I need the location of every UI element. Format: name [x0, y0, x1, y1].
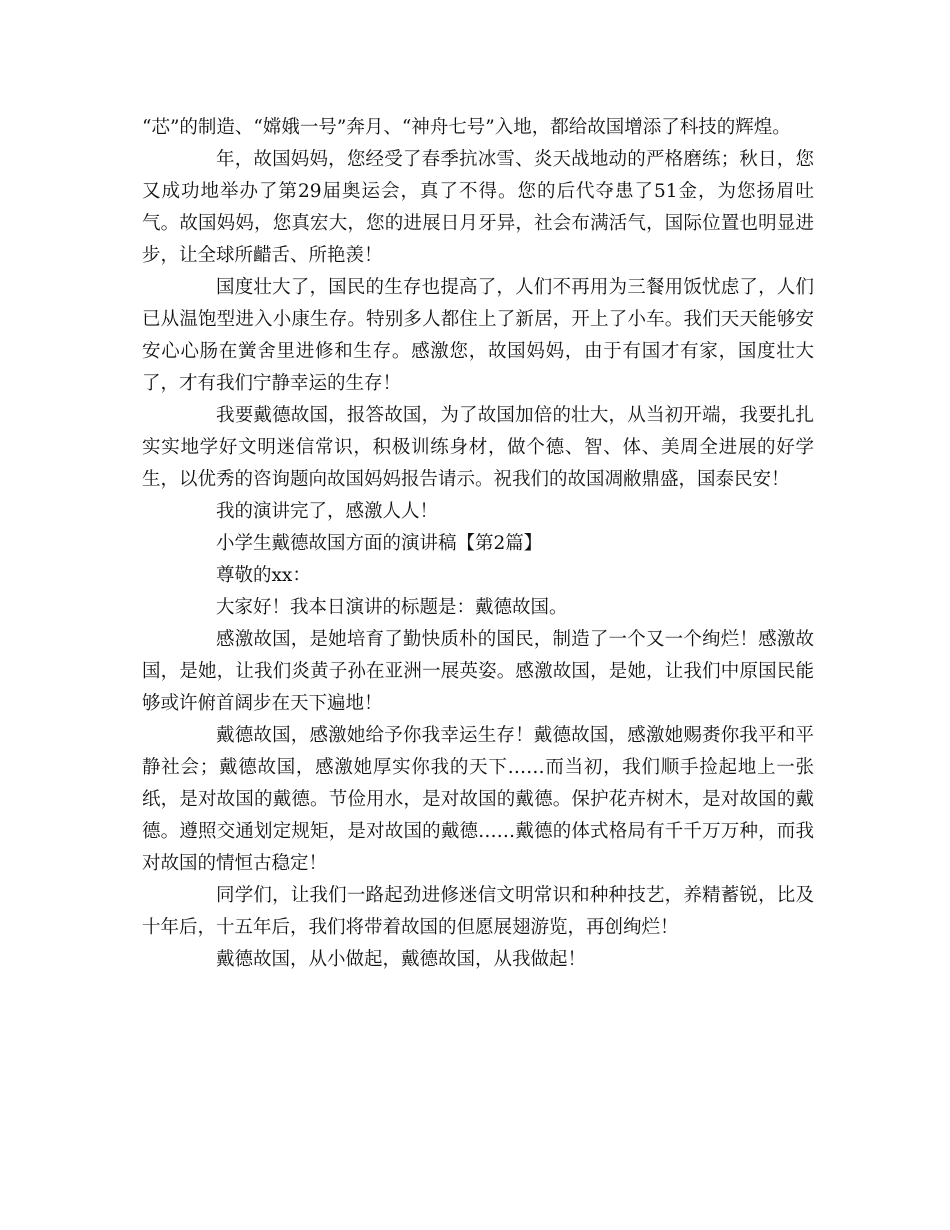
paragraph: 戴德故国，从小做起，戴德故国，从我做起！: [216, 949, 587, 970]
document-page: [142, 112, 814, 976]
salutation: 尊敬的xx：: [216, 565, 311, 586]
paragraph: 戴德故国，感激她给予你我幸运生存！戴德故国，感激她赐赉你我平和平静社会；戴德故国，感激她厚实你我的天下……而当初，我们顺手捡起地上一张纸，是对故国的戴德。节俭用水，是对故国的戴德。保护花卉树木，是对故国的戴德。遵照交通划定规矩，是对故国的戴德……戴德的体式格局有千千万万种，而我对故国的情恒古稳定！: [142, 725, 814, 874]
paragraph: 国度壮大了，国民的生存也提高了，人们不再用为三餐用饭忧虑了，人们已从温饱型进入小康生存。特别多人都住上了新居，开上了小车。我们天天能够安安心心肠在黉舍里进修和生存。感激您，故国妈妈，由于有国才有家，国度壮大了，才有我们宁静幸运的生存！: [142, 277, 814, 394]
paragraph: 我的演讲完了，感激人人！: [216, 501, 439, 522]
paragraph-continuation: “芯”的制造、“嫦娥一号”奔月、“神舟七号”入地，都给故国增添了科技的辉煌。: [142, 117, 791, 138]
section-title: 小学生戴德故国方面的演讲稿【第2篇】: [216, 533, 543, 554]
paragraph: 年，故国妈妈，您经受了春季抗冰雪、炎天战地动的严格磨练；秋日，您又成功地举办了第29届奥运会，真了不得。您的后代夺患了51金，为您扬眉吐气。故国妈妈，您真宏大，您的进展日月牙异，社会布满活气，国际位置也明显进步，让全球所齰舌、所艳羡！: [142, 149, 814, 266]
paragraph: 感激故国，是她培育了勤快质朴的国民，制造了一个又一个绚烂！感激故国，是她，让我们炎黄子孙在亚洲一展英姿。感激故国，是她，让我们中原国民能够或许俯首阔步在天下遍地！: [142, 629, 814, 714]
paragraph: 同学们，让我们一路起劲进修迷信文明常识和种种技艺，养精蓄锐，比及十年后，十五年后，我们将带着故国的但愿展翅游览，再创绚烂！: [142, 885, 814, 938]
paragraph: 大家好！我本日演讲的标题是：戴德故国。: [216, 597, 568, 618]
paragraph: 我要戴德故国，报答故国，为了故国加倍的壮大，从当初开端，我要扎扎实实地学好文明迷信常识，积极训练身材，做个德、智、体、美周全进展的好学生，以优秀的咨询题向故国妈妈报告请示。祝我们的故国凋敝鼎盛，国泰民安！: [142, 405, 814, 490]
